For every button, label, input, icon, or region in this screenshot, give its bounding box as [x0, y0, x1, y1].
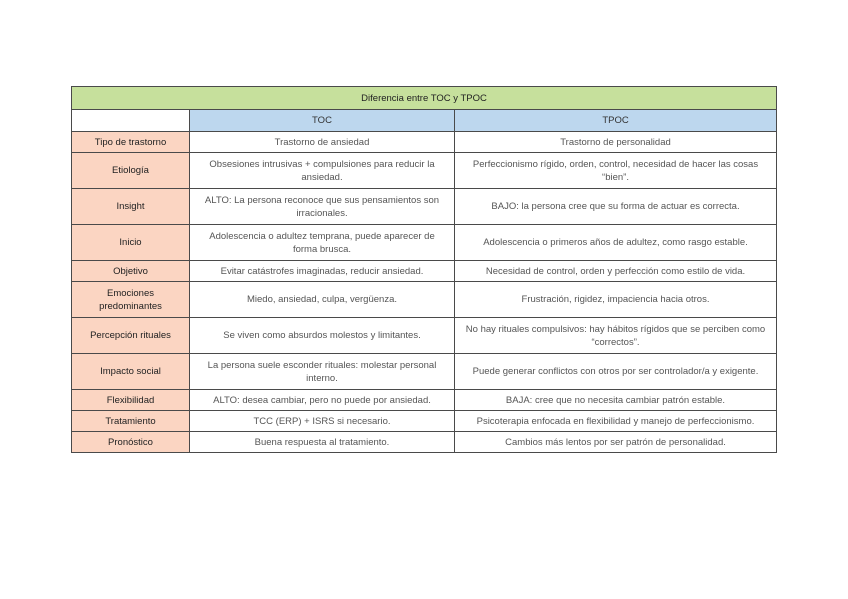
table-title-row [72, 87, 777, 110]
row-label: Tipo de trastorno [72, 132, 190, 153]
column-header-tpoc: TPOC [455, 110, 777, 132]
tpoc-cell: Adolescencia o primeros años de adultez, como rasgo estable. [455, 225, 777, 261]
toc-cell: Miedo, ansiedad, culpa, vergüenza. [190, 282, 455, 318]
tpoc-cell: Frustración, rigidez, impaciencia hacia otros. [455, 282, 777, 318]
tpoc-cell: Necesidad de control, orden y perfección como estilo de vida. [455, 261, 777, 282]
toc-cell: ALTO: La persona reconoce que sus pensamientos son irracionales. [190, 189, 455, 225]
tpoc-cell: BAJA: cree que no necesita cambiar patrón estable. [455, 390, 777, 411]
table-row [72, 189, 777, 225]
row-label: Inicio [72, 225, 190, 261]
toc-cell: La persona suele esconder rituales: molestar personal interno. [190, 354, 455, 390]
row-label: Objetivo [72, 261, 190, 282]
row-label: Percepción rituales [72, 318, 190, 354]
tpoc-cell: Puede generar conflictos con otros por ser controlador/a y exigente. [455, 354, 777, 390]
table-row [72, 225, 777, 261]
row-label: Flexibilidad [72, 390, 190, 411]
tpoc-cell: BAJO: la persona cree que su forma de actuar es correcta. [455, 189, 777, 225]
toc-cell: Evitar catástrofes imaginadas, reducir ansiedad. [190, 261, 455, 282]
table-row [72, 318, 777, 354]
toc-cell: ALTO: desea cambiar, pero no puede por ansiedad. [190, 390, 455, 411]
table-header-row [72, 110, 777, 132]
tpoc-cell: Perfeccionismo rígido, orden, control, necesidad de hacer las cosas “bien”. [455, 153, 777, 189]
table-row [72, 432, 777, 453]
toc-cell: Buena respuesta al tratamiento. [190, 432, 455, 453]
tpoc-cell: Trastorno de personalidad [455, 132, 777, 153]
table-title: Diferencia entre TOC y TPOC [72, 87, 777, 110]
table-row [72, 411, 777, 432]
table-row [72, 261, 777, 282]
toc-cell: TCC (ERP) + ISRS si necesario. [190, 411, 455, 432]
comparison-table [71, 86, 777, 453]
tpoc-cell: Cambios más lentos por ser patrón de personalidad. [455, 432, 777, 453]
toc-cell: Se viven como absurdos molestos y limitantes. [190, 318, 455, 354]
column-header-toc: TOC [190, 110, 455, 132]
row-label: Insight [72, 189, 190, 225]
tpoc-cell: No hay rituales compulsivos: hay hábitos rígidos que se perciben como “correctos”. [455, 318, 777, 354]
row-label: Etiología [72, 153, 190, 189]
row-label: Tratamiento [72, 411, 190, 432]
row-label: Impacto social [72, 354, 190, 390]
table-row [72, 132, 777, 153]
toc-cell: Obsesiones intrusivas + compulsiones para reducir la ansiedad. [190, 153, 455, 189]
table-row [72, 354, 777, 390]
toc-cell: Adolescencia o adultez temprana, puede aparecer de forma brusca. [190, 225, 455, 261]
header-blank-cell [72, 110, 190, 132]
table-row [72, 282, 777, 318]
row-label: Emociones predominantes [72, 282, 190, 318]
tpoc-cell: Psicoterapia enfocada en flexibilidad y manejo de perfeccionismo. [455, 411, 777, 432]
toc-cell: Trastorno de ansiedad [190, 132, 455, 153]
table-row [72, 390, 777, 411]
row-label: Pronóstico [72, 432, 190, 453]
table-row [72, 153, 777, 189]
